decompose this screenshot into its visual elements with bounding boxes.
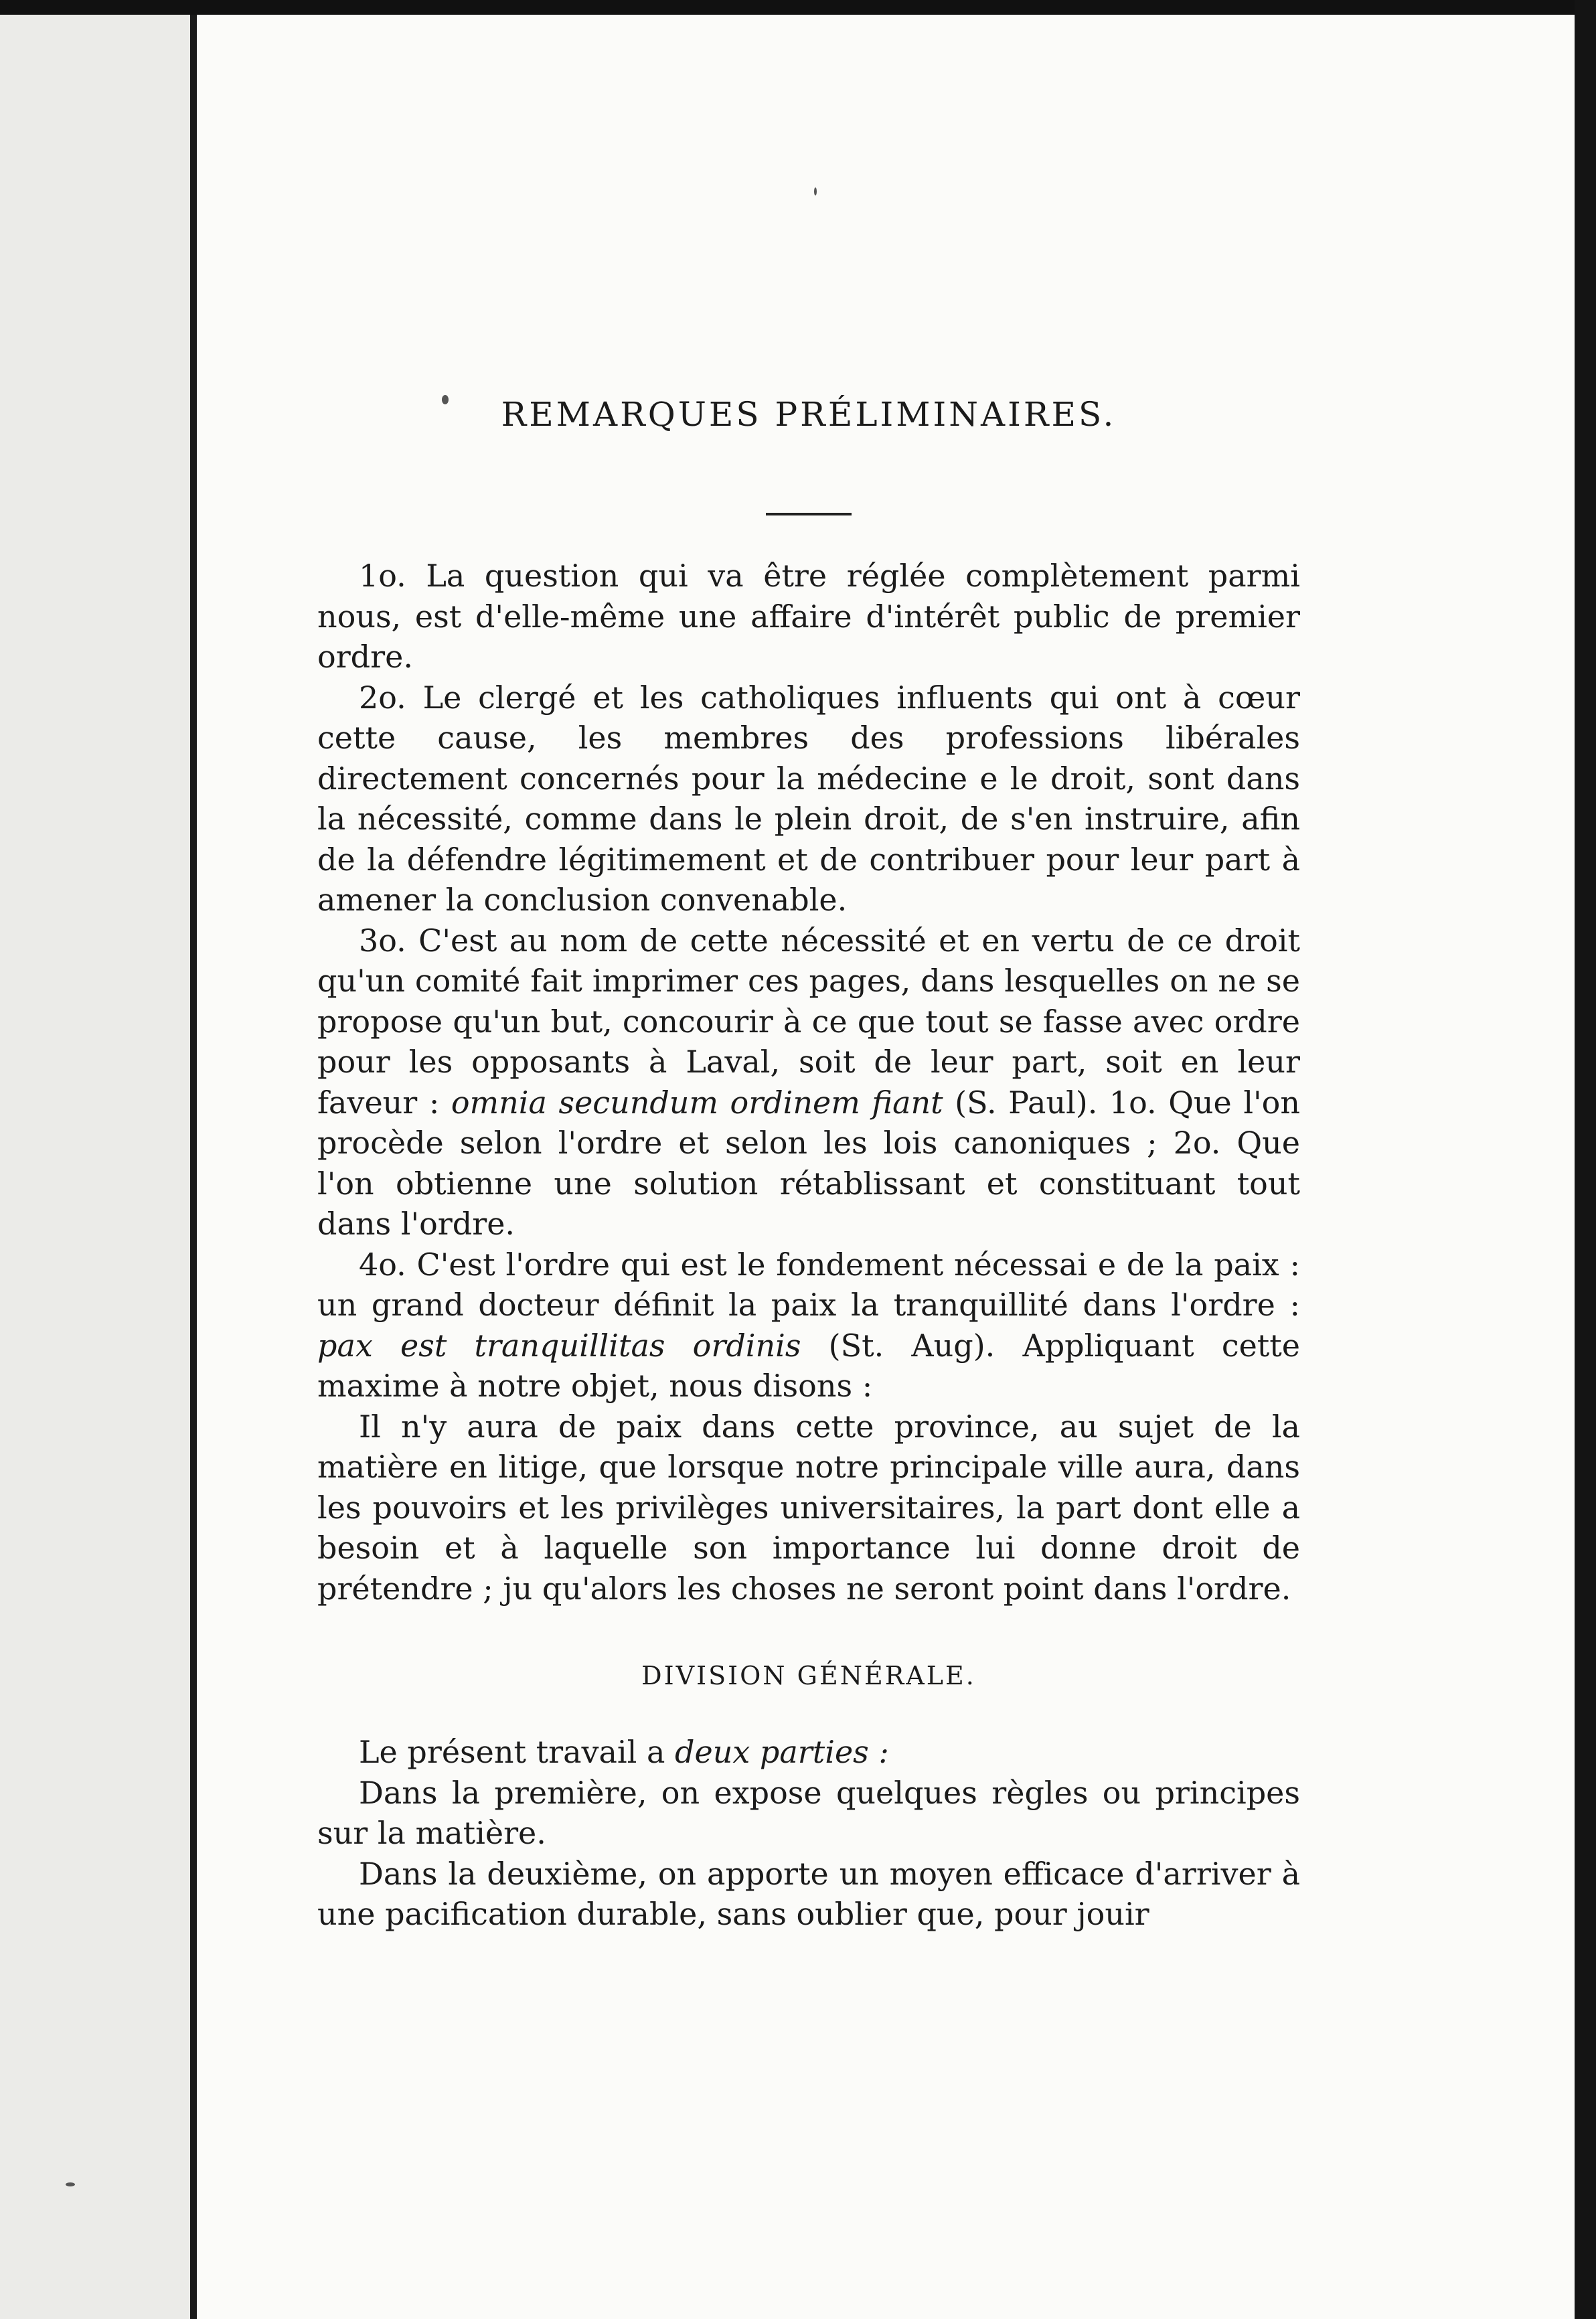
paragraph-4	[317, 1245, 1300, 1407]
scan-right-border	[1575, 0, 1596, 2319]
section-paragraph-2: Dans la première, on expose quelques règles ou principes sur la matière.	[317, 1774, 1300, 1851]
section-paragraph-1-text: Le présent travail a	[359, 1734, 665, 1770]
book-gutter	[190, 0, 197, 2319]
paragraph-4-rest: (St. Aug). Appliquant cette maxime à notre objet, nous disons :	[317, 1327, 1301, 1404]
scan-top-border	[0, 0, 1596, 15]
title-rule	[766, 513, 852, 515]
ink-speck	[442, 395, 449, 404]
paragraph-5: Il n'y aura de paix dans cette province, au sujet de la matière en litige, que lorsque notre principale ville aura, dans les pouvoirs et les privilèges universitaires, la part dont elle a besoin et à laquelle son importance lui donne droit de prétendre ; ju qu'alors les choses ne seront point dans l'ordre.	[317, 1408, 1300, 1607]
section-title: DIVISION GÉNÉRALE.	[641, 1661, 976, 1690]
page-content	[317, 395, 1300, 1935]
latin-quote-augustine: pax est tranquillitas ordinis	[317, 1327, 801, 1364]
paragraph-3-rest: (S. Paul). 1o. Que l'on procède selon l'ordre et selon les lois canoniques ; 2o. Que l'on obtienne une solution rétablissant et constituant tout dans l'ordre.	[317, 1084, 1300, 1242]
paragraph-3-text: 3o. C'est au nom de cette nécessité et en vertu de ce droit qu'un comité fait imprimer ces pages, dans lesquelles on ne se propose qu'un but, concourir à ce que tout se fasse avec ordre pour les opposants à Laval, soit de leur part, soit en leur faveur :	[317, 922, 1300, 1121]
latin-quote-paul: omnia secundum ordinem fiant	[451, 1084, 943, 1121]
paragraph-1: 1o. La question qui va être réglée complètement parmi nous, est d'elle-même une affaire d'intérêt public de premier ordre.	[317, 558, 1300, 675]
page-title: REMARQUES PRÉLIMINAIRES.	[501, 395, 1117, 434]
section-paragraph-3: Dans la deuxième, on apporte un moyen efficace d'arriver à une pacification durable, sans oublier que, pour jouir	[317, 1855, 1300, 1932]
paragraph-3	[317, 921, 1300, 1245]
paragraph-2: 2o. Le clergé et les catholiques influents qui ont à cœur cette cause, les membres des professions libérales directement concernés pour la médecine e le droit, sont dans la nécessité, comme dans le plein droit, de s'en instruire, afin de la défendre légitimement et de contribuer pour leur part à amener la conclusion convenable.	[317, 679, 1300, 918]
ink-speck	[814, 187, 817, 195]
section-paragraph-1	[317, 1732, 1300, 1773]
ink-speck	[66, 2182, 75, 2186]
facing-page-edge	[0, 0, 190, 2319]
section-paragraph-1-italic: deux parties :	[675, 1734, 889, 1770]
paragraph-4-text: 4o. C'est l'ordre qui est le fondement nécessai e de la paix : un grand docteur définit la paix la tranquillité dans l'ordre :	[317, 1246, 1300, 1323]
